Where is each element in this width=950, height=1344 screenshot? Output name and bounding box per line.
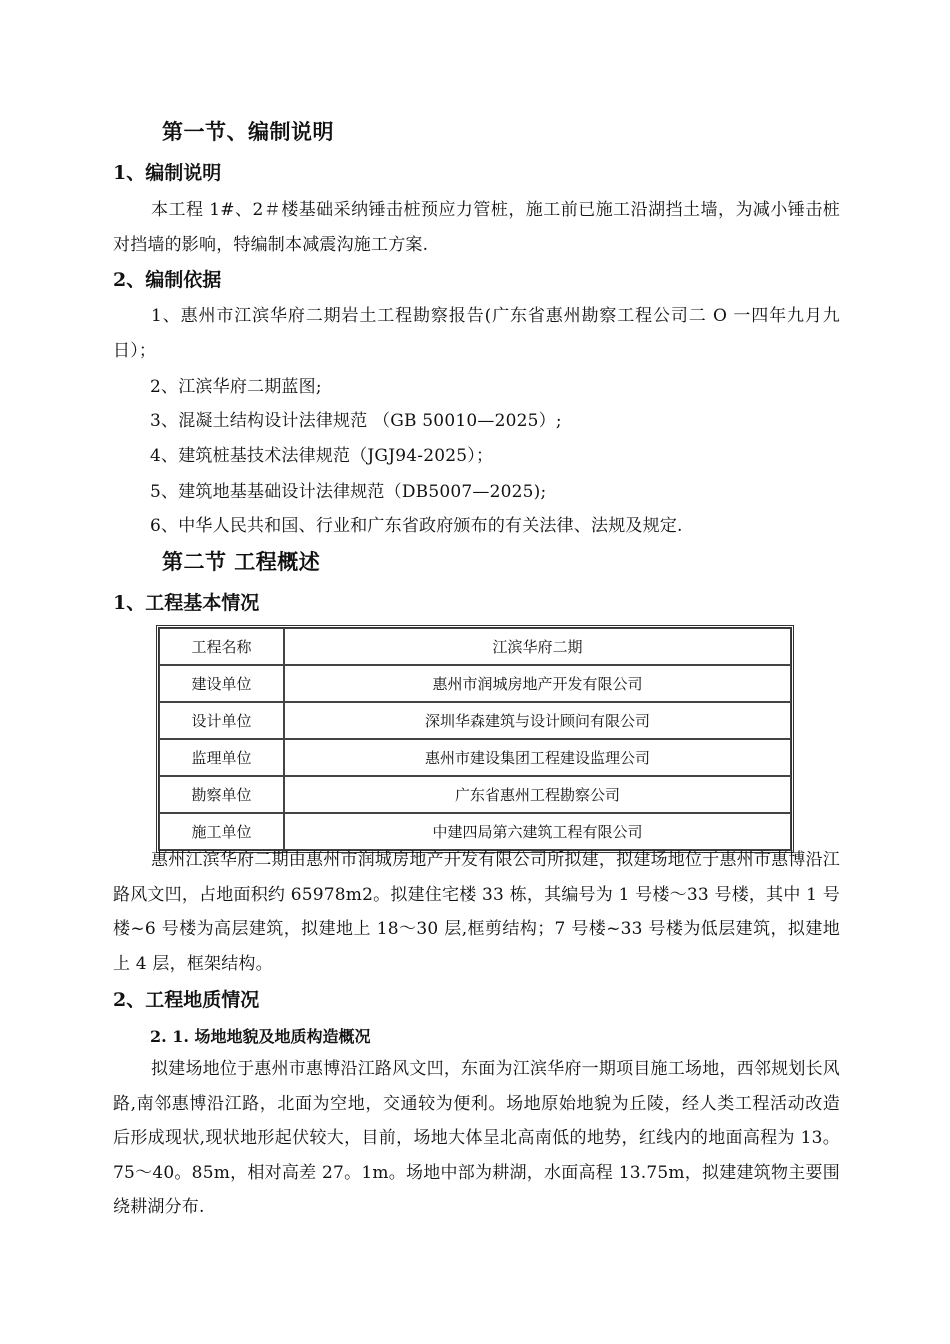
section2-sub1-text: 惠州江滨华府二期由惠州市润城房地产开发有限公司所拟建，拟建场地位于惠州市惠博沿江路风文凹，占地面积约 65978m2。拟建住宅楼 33 栋，其编号为 1 号楼～33 号楼，其中 1 号楼~6 号楼为高层建筑，拟建地上 18～30 层,框剪结构；7 号楼~33 号楼为低层建筑，拟建地上 4 层，框架结构。 (113, 850, 840, 974)
section2-sub2-heading: 2、工程地质情况 (113, 989, 260, 1011)
table-row (159, 665, 791, 702)
basis-item-5: 5、建筑地基基础设计法律规范（DB5007—2025); (150, 482, 547, 502)
table-value-cell: 中建四局第六建筑工程有限公司 (284, 813, 791, 850)
section1-sub1-text: 本工程 1#、2＃楼基础采纳锤击桩预应力管桩，施工前已施工沿湖挡土墙，为减小锤击桩对挡墙的影响，特编制本减震沟施工方案. (113, 200, 840, 255)
basis-item-2: 2、江滨华府二期蓝图; (150, 377, 322, 397)
basis-item-6: 6、中华人民共和国、行业和广东省政府颁布的有关法律、法规及规定. (150, 516, 683, 536)
table-label-cell: 工程名称 (159, 628, 284, 665)
table-value-cell: 江滨华府二期 (284, 628, 791, 665)
basis-item-1: 1、惠州市江滨华府二期岩土工程勘察报告(广东省惠州勘察工程公司二 O 一四年九月九日）； (113, 306, 840, 361)
section1-sub2-heading: 2、编制依据 (113, 269, 222, 291)
table-value-cell: 惠州市建设集团工程建设监理公司 (284, 739, 791, 776)
section2-sub2-subheading: 2. 1. 场地地貌及地质构造概况 (150, 1027, 371, 1046)
section1-sub1-heading: 1、编制说明 (113, 162, 222, 184)
table-label-cell: 施工单位 (159, 813, 284, 850)
table-row (159, 702, 791, 739)
table-row (159, 628, 791, 665)
table-row (159, 739, 791, 776)
section2-title: 第二节 工程概述 (162, 549, 321, 574)
basis-item-4: 4、建筑桩基技术法律规范（JGJ94-2025）； (150, 446, 494, 466)
table-label-cell: 建设单位 (159, 665, 284, 702)
section2-sub1-heading: 1、工程基本情况 (113, 592, 260, 614)
table-value-cell: 广东省惠州工程勘察公司 (284, 776, 791, 813)
project-info-table (156, 625, 794, 853)
table-row (159, 776, 791, 813)
table-label-cell: 勘察单位 (159, 776, 284, 813)
table-label-cell: 设计单位 (159, 702, 284, 739)
section2-sub2-text: 拟建场地位于惠州市惠博沿江路风文凹，东面为江滨华府一期项目施工场地，西邻规划长风路,南邻惠博沿江路，北面为空地，交通较为便利。场地原始地貌为丘陵，经人类工程活动改造后形成现状,现状地形起伏较大，目前，场地大体呈北高南低的地势，红线内的地面高程为 13。75～40。85m，相对高差 27。1m。场地中部为耕湖，水面高程 13.75m，拟建建筑物主要围绕耕湖分布. (113, 1059, 840, 1217)
table-value-cell: 惠州市润城房地产开发有限公司 (284, 665, 791, 702)
table-value-cell: 深圳华森建筑与设计顾问有限公司 (284, 702, 791, 739)
table-label-cell: 监理单位 (159, 739, 284, 776)
basis-item-3: 3、混凝土结构设计法律规范 （GB 50010—2025）; (150, 411, 562, 431)
section1-title: 第一节、编制说明 (162, 119, 334, 144)
